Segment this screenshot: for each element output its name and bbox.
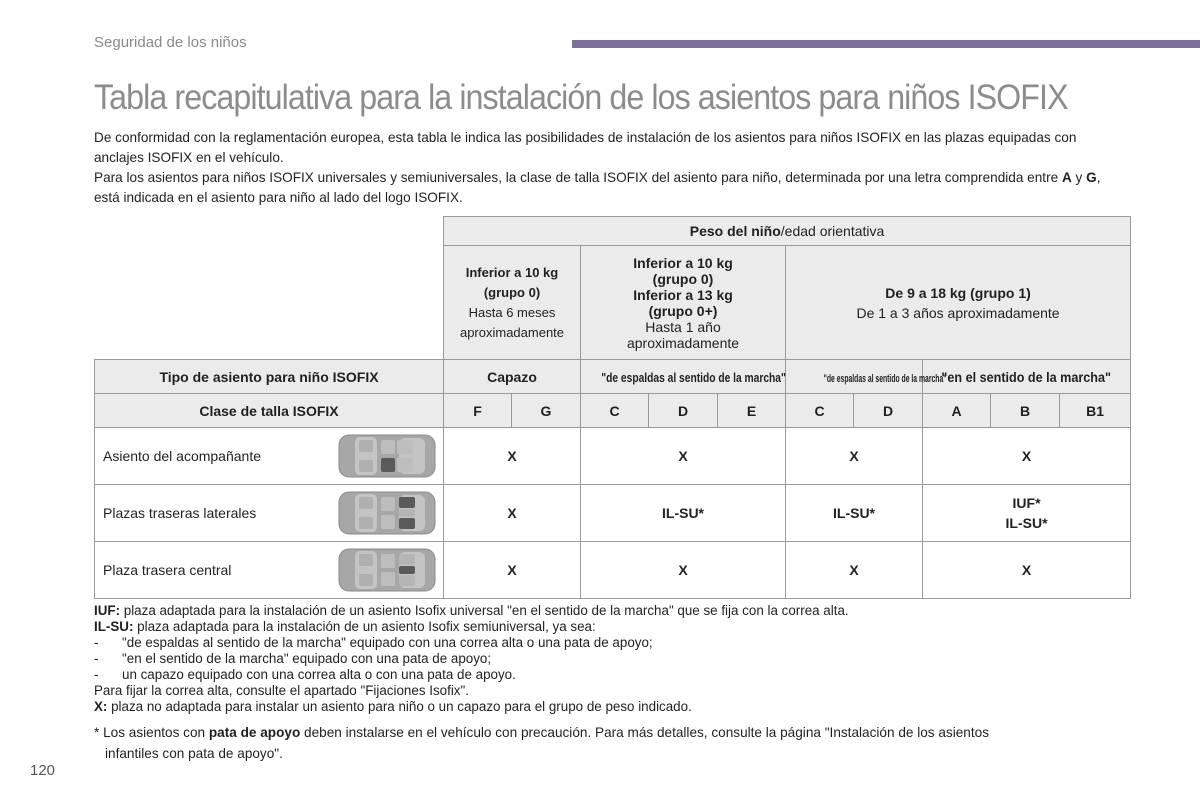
compat-cell: X <box>444 428 581 485</box>
car-top-view-passenger-seat-icon <box>337 432 437 480</box>
compat-cell: X <box>581 428 786 485</box>
group-0-header <box>444 246 581 360</box>
table-row <box>95 428 1131 485</box>
group-0-line-4: aproximadamente <box>459 324 565 340</box>
legend-x-key: X: <box>94 699 108 714</box>
seat-position-label: Plaza trasera central <box>103 562 232 578</box>
legend-dash: - <box>94 651 99 666</box>
legend-ilsu-text: plaza adaptada para la instalación de un asiento Isofix semiuniversal, ya sea: <box>133 619 596 634</box>
car-top-view-rear-center-seat-icon <box>337 546 437 594</box>
group-0plus-line-3: Inferior a 13 kg <box>633 286 733 303</box>
group-0plus-header <box>581 246 786 360</box>
compat-cell: X <box>923 542 1131 599</box>
compat-cell <box>923 485 1131 542</box>
section-label: Seguridad de los niños <box>94 34 247 51</box>
header-accent-bar <box>572 40 1200 48</box>
type-rear-facing-group1 <box>786 360 947 394</box>
table-row <box>95 542 1131 599</box>
compat-cell: X <box>444 485 581 542</box>
group-0-line-3: Hasta 6 meses <box>468 304 556 320</box>
legend-item <box>94 667 1134 683</box>
legend-x <box>94 699 1134 715</box>
table-blank-corner <box>95 217 444 360</box>
compat-cell: X <box>923 428 1131 485</box>
intro-p2-letter-g: G <box>1086 170 1097 185</box>
size-class-cell: B <box>991 394 1060 428</box>
footnote-line-1 <box>94 722 1134 743</box>
seat-position-label: Plazas traseras laterales <box>103 505 257 521</box>
footnote-star: * <box>94 725 104 740</box>
group-0-line-2: (grupo 0) <box>483 284 541 300</box>
group-0plus-line-1: Inferior a 10 kg <box>633 254 733 271</box>
group-0plus-line-5: Hasta 1 año <box>645 318 721 335</box>
intro-paragraph-2 <box>94 168 1114 208</box>
legend-dash: - <box>94 667 99 682</box>
intro-p2-mid: y <box>1071 170 1087 185</box>
legend-dash: - <box>94 635 99 650</box>
group-0plus-line-2: (grupo 0) <box>652 270 714 287</box>
page-number: 120 <box>30 762 56 779</box>
compat-cell: IL-SU* <box>786 485 923 542</box>
type-rear-facing-group0plus-text: "de espaldas al sentido de la marcha" <box>601 370 786 385</box>
legend-fix-note: Para fijar la correa alta, consulte el apartado "Fijaciones Isofix". <box>94 683 469 698</box>
type-forward-facing <box>923 360 1131 394</box>
weight-header-bold: Peso del niño <box>689 223 781 239</box>
footnote-bold: pata de apoyo <box>208 725 301 740</box>
size-class-cell: D <box>854 394 923 428</box>
seat-position-label: Asiento del acompañante <box>103 448 261 464</box>
size-class-cell: E <box>718 394 786 428</box>
size-class-cell: G <box>512 394 581 428</box>
type-rear-facing-group1-text: "de espaldas al sentido de la marcha" <box>823 372 947 385</box>
weight-header-rest: /edad orientativa <box>780 223 885 239</box>
size-class-cell: B1 <box>1060 394 1131 428</box>
legend-item-text: "en el sentido de la marcha" equipado con una pata de apoyo; <box>122 651 492 666</box>
legend <box>94 603 1134 715</box>
legend-iuf-key: IUF: <box>94 603 121 618</box>
compat-cell: X <box>444 542 581 599</box>
legend-iuf <box>94 603 1134 619</box>
intro-p2-before: Para los asientos para niños ISOFIX universales y semiuniversales, la clase de talla ISOFIX del asiento para niño, determinada por una letra comprendida entre <box>94 170 1062 185</box>
seat-position-cell <box>95 485 444 542</box>
compat-cell: X <box>581 542 786 599</box>
intro-paragraph-1: De conformidad con la reglamentación europea, esta tabla le indica las posibilidades de instalación de los asientos para niños ISOFIX en las plazas equipadas con anclajes ISOFIX en el vehículo. <box>94 130 1077 165</box>
footnote-after: deben instalarse en el vehículo con precaución. Para más detalles, consulte la página "Instalación de los asientos <box>300 725 989 740</box>
group-0-line-1: Inferior a 10 kg <box>465 264 559 280</box>
legend-item <box>94 651 1134 667</box>
group-0plus-line-6: aproximadamente <box>626 334 740 351</box>
legend-ilsu-key: IL-SU: <box>94 619 134 634</box>
seat-type-label: Tipo de asiento para niño ISOFIX <box>95 360 444 394</box>
compat-ilsu: IL-SU* <box>1005 515 1048 531</box>
legend-ilsu <box>94 619 1134 635</box>
page-title: Tabla recapitulativa para la instalación de los asientos para niños ISOFIX <box>94 78 1068 117</box>
size-class-cell: F <box>444 394 512 428</box>
footnote <box>94 722 1134 764</box>
compat-cell: IL-SU* <box>581 485 786 542</box>
intro-text <box>94 128 1114 208</box>
compat-iuf: IUF* <box>1012 495 1041 511</box>
legend-item-text: "de espaldas al sentido de la marcha" equipado con una correa alta o una pata de apoyo; <box>122 635 653 650</box>
group-1-line-2: De 1 a 3 años aproximadamente <box>856 304 1060 321</box>
group-1-line-1: De 9 a 18 kg (grupo 1) <box>885 284 1031 301</box>
size-class-cell: C <box>786 394 854 428</box>
group-1-header <box>786 246 1131 360</box>
legend-item <box>94 635 1134 651</box>
size-class-cell: D <box>649 394 718 428</box>
seat-position-cell <box>95 542 444 599</box>
type-rear-facing-group0plus <box>581 360 786 394</box>
compat-cell: X <box>786 428 923 485</box>
intro-p2-letter-a: A <box>1061 170 1072 185</box>
type-capazo: Capazo <box>444 360 581 394</box>
size-class-cell: C <box>581 394 649 428</box>
legend-iuf-text: plaza adaptada para la instalación de un asiento Isofix universal "en el sentido de la marcha" que se fija con la correa alta. <box>120 603 849 618</box>
group-0plus-line-4: (grupo 0+) <box>648 302 718 319</box>
legend-x-text: plaza no adaptada para instalar un asiento para niño o un capazo para el grupo de peso indicado. <box>107 699 692 714</box>
type-forward-facing-text: "en el sentido de la marcha" <box>941 368 1112 385</box>
weight-header <box>444 217 1131 246</box>
seat-position-cell <box>95 428 444 485</box>
footnote-line-2: infantiles con pata de apoyo". <box>105 746 283 761</box>
footnote-before: Los asientos con <box>103 725 209 740</box>
isofix-table <box>94 216 1131 599</box>
car-top-view-rear-outer-seats-icon <box>337 489 437 537</box>
table-row <box>95 485 1131 542</box>
size-class-cell: A <box>923 394 991 428</box>
compat-cell: X <box>786 542 923 599</box>
legend-item-text: un capazo equipado con una correa alta o con una pata de apoyo. <box>122 667 516 682</box>
intro-p2-after: , está indicada en el asiento para niño al lado del logo ISOFIX. <box>94 170 1101 205</box>
size-class-label: Clase de talla ISOFIX <box>95 394 444 428</box>
